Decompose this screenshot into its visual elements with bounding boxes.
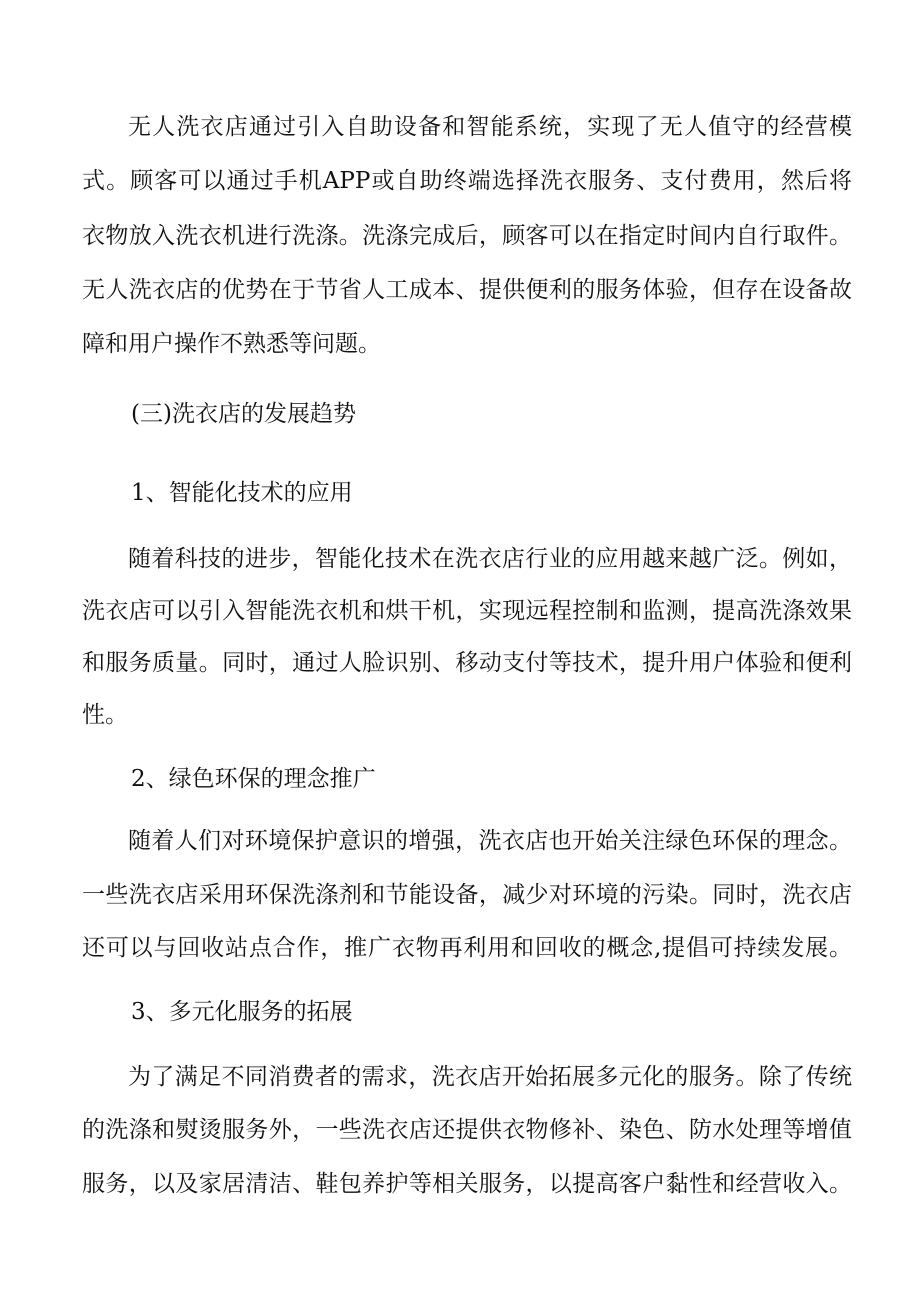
paragraph-1-line-1: 无人洗衣店通过引入自助设备和智能系统，实现了无人值守的经营模: [128, 114, 852, 140]
subheading-1: 1、智能化技术的应用: [131, 480, 353, 506]
paragraph-1-line-5: 障和用户操作不熟悉等问题。: [82, 331, 381, 357]
subheading-3: 3、多元化服务的拓展: [131, 999, 353, 1025]
paragraph-1-line-3: 衣物放入洗衣机进行洗涤。洗涤完成后，顾客可以在指定时间内自行取件。: [82, 223, 852, 249]
paragraph-1-line-2: 式。顾客可以通过手机APP或自助终端选择洗衣服务、支付费用，然后将: [82, 168, 852, 194]
paragraph-1-line-4: 无人洗衣店的优势在于节省人工成本、提供便利的服务体验，但存在设备故: [82, 277, 852, 303]
sub-3-line-2: 的洗涤和熨烫服务外，一些洗衣店还提供衣物修补、染色、防水处理等增值: [82, 1117, 852, 1143]
sub-1-line-4: 性。: [82, 702, 128, 728]
sub-2-line-2: 一些洗衣店采用环保洗涤剂和节能设备，减少对环境的污染。同时，洗衣店: [82, 882, 852, 908]
sub-3-line-3: 服务，以及家居清洁、鞋包养护等相关服务，以提高客户黏性和经营收入。: [82, 1171, 852, 1197]
subheading-2: 2、绿色环保的理念推广: [131, 766, 376, 792]
sub-2-line-1: 随着人们对环境保护意识的增强，洗衣店也开始关注绿色环保的理念。: [128, 828, 852, 854]
sub-1-line-1: 随着科技的进步，智能化技术在洗衣店行业的应用越来越广泛。例如，: [128, 546, 852, 572]
sub-1-line-3: 和服务质量。同时，通过人脸识别、移动支付等技术，提升用户体验和便利: [82, 650, 852, 676]
sub-3-line-1: 为了满足不同消费者的需求，洗衣店开始拓展多元化的服务。除了传统: [128, 1064, 852, 1090]
sub-2-line-3: 还可以与回收站点合作，推广衣物再利用和回收的概念,提倡可持续发展。: [82, 935, 852, 961]
section-heading: (三)洗衣店的发展趋势: [131, 401, 356, 427]
sub-1-line-2: 洗衣店可以引入智能洗衣机和烘干机，实现远程控制和监测，提高洗涤效果: [82, 598, 852, 624]
